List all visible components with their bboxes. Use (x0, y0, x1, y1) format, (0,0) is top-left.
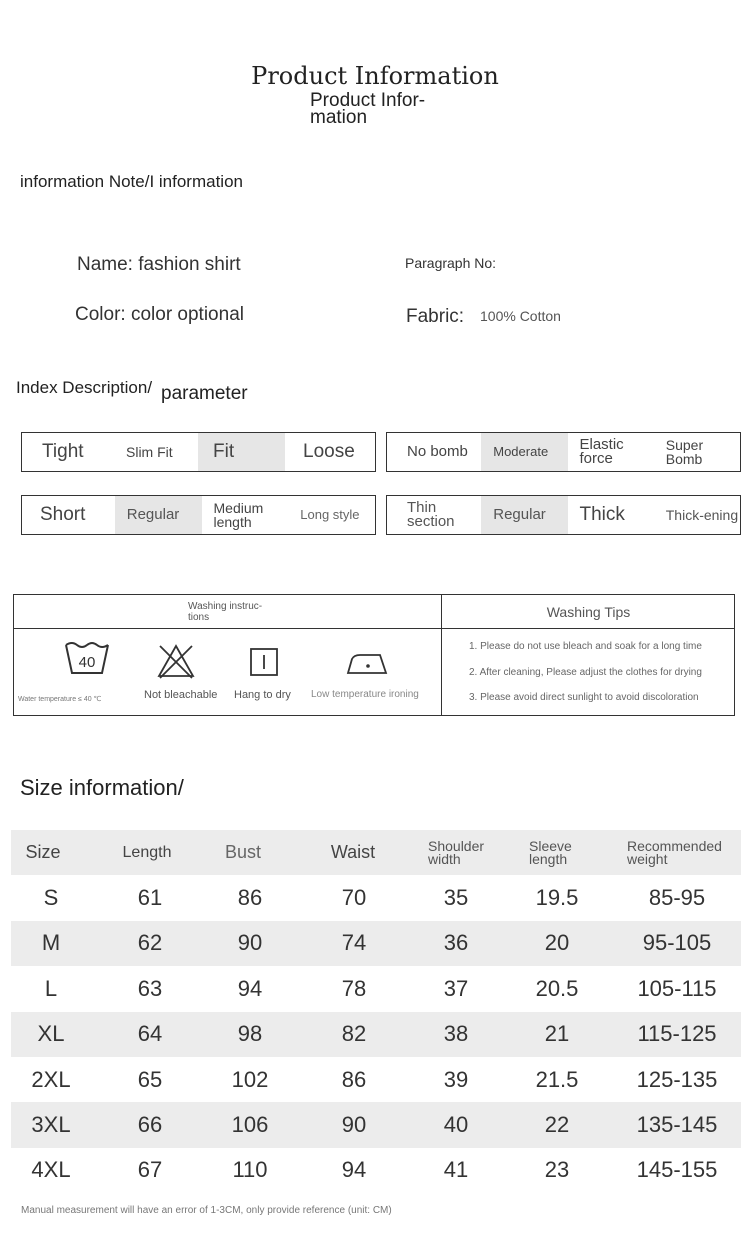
page-title: Product Information (251, 62, 499, 90)
thickness-option: Thick-ening (665, 507, 739, 523)
shoulder-cell: 35 (443, 885, 469, 911)
shoulder-cell: 40 (443, 1112, 469, 1138)
size-cell: 4XL (31, 1157, 71, 1183)
size-cell: 3XL (31, 1112, 71, 1138)
shoulder-cell: 36 (443, 930, 469, 956)
length-option-selected: Regular (115, 496, 202, 534)
length-scale (21, 495, 376, 535)
fit-scale (21, 432, 376, 472)
size-column-header: Size (25, 842, 61, 863)
bust-column-header: Bust (224, 842, 262, 863)
fit-option: Loose (303, 441, 355, 462)
product-name: Name: fashion shirt (77, 254, 241, 275)
elasticity-option: Elastic force (579, 436, 624, 467)
weight-cell: 95-105 (642, 930, 712, 956)
waist-cell: 70 (341, 885, 367, 911)
shoulder-cell: 41 (443, 1157, 469, 1183)
waist-cell: 82 (341, 1021, 367, 1047)
washing-tip: 1. Please do not use bleach and soak for a long time (469, 641, 702, 652)
thickness-scale (386, 495, 741, 535)
weight-cell: 115-125 (637, 1021, 717, 1047)
waist-column-header: Waist (330, 842, 376, 863)
elasticity-option: No bomb (407, 443, 468, 460)
iron-low-icon (346, 651, 388, 677)
size-table-header (11, 830, 741, 875)
length-cell: 67 (137, 1157, 163, 1183)
table-row (11, 1148, 741, 1193)
length-cell: 65 (137, 1066, 163, 1092)
sleeve-cell: 21.5 (535, 1066, 579, 1092)
hang-dry-icon (249, 647, 279, 677)
shoulder-cell: 39 (443, 1066, 469, 1092)
page-subtitle: Product Infor- mation (310, 90, 426, 128)
thickness-option: Thick (579, 504, 625, 525)
bust-cell: 94 (237, 975, 263, 1001)
fabric-label: Fabric: (406, 306, 465, 327)
weight-column-header: Recommended weight (627, 837, 722, 867)
paragraph-number: Paragraph No: (405, 255, 497, 271)
weight-cell: 125-135 (636, 1066, 718, 1092)
size-table (11, 830, 741, 1193)
sleeve-cell: 19.5 (535, 885, 579, 911)
table-row (11, 966, 741, 1011)
size-heading: Size information/ (20, 775, 184, 800)
fit-option-selected: Fit (198, 433, 285, 471)
table-row (11, 1102, 741, 1147)
shoulder-cell: 37 (443, 975, 469, 1001)
washing-tip: 2. After cleaning, Please adjust the clothes for drying (469, 667, 702, 678)
length-option: Long style (300, 507, 360, 522)
size-cell: M (41, 930, 61, 956)
weight-cell: 145-155 (636, 1157, 718, 1183)
thickness-option: Thin section (407, 499, 455, 530)
table-row (11, 875, 741, 920)
length-column-header: Length (122, 843, 172, 861)
elasticity-option: Super Bomb (665, 437, 704, 467)
sleeve-cell: 22 (544, 1112, 570, 1138)
waist-cell: 74 (341, 930, 367, 956)
no-bleach-label: Not bleachable (144, 689, 218, 701)
length-cell: 63 (137, 975, 163, 1001)
length-option: Short (40, 504, 86, 525)
sleeve-column-header: Sleeve length (529, 837, 572, 867)
length-option: Medium length (213, 500, 264, 530)
table-divider (14, 628, 734, 629)
size-cell: XL (37, 1021, 65, 1047)
weight-cell: 85-95 (648, 885, 706, 911)
wash-temperature-label: Water temperature ≤ 40 ℃ (18, 696, 102, 703)
washing-tips-heading: Washing Tips (546, 604, 631, 620)
length-cell: 62 (137, 930, 163, 956)
table-row (11, 1057, 741, 1102)
hang-dry-label: Hang to dry (234, 689, 291, 701)
size-cell: L (44, 975, 58, 1001)
waist-cell: 94 (341, 1157, 367, 1183)
sleeve-cell: 20.5 (535, 975, 579, 1001)
product-color: Color: color optional (75, 304, 244, 325)
table-row (11, 1012, 741, 1057)
bust-cell: 98 (237, 1021, 263, 1047)
washing-tip: 3. Please avoid direct sunlight to avoid discoloration (469, 692, 699, 703)
sleeve-cell: 20 (544, 930, 570, 956)
wash-temperature-number: 40 (78, 654, 96, 671)
waist-cell: 78 (341, 975, 367, 1001)
length-cell: 64 (137, 1021, 163, 1047)
bust-cell: 90 (237, 930, 263, 956)
bust-cell: 110 (232, 1157, 268, 1183)
length-cell: 66 (137, 1112, 163, 1138)
length-cell: 61 (137, 885, 163, 911)
shoulder-column-header: Shoulder width (428, 837, 485, 867)
wash-basin-40-icon (64, 639, 110, 675)
weight-cell: 135-145 (636, 1112, 718, 1138)
washing-instructions-heading: Washing instruc- tions (188, 601, 263, 623)
fit-option: Slim Fit (126, 444, 173, 460)
iron-low-label: Low temperature ironing (311, 689, 419, 700)
index-heading: Index Description/ (16, 378, 153, 397)
size-cell: 2XL (31, 1066, 71, 1092)
waist-cell: 90 (341, 1112, 367, 1138)
waist-cell: 86 (341, 1066, 367, 1092)
weight-cell: 105-115 (637, 975, 717, 1001)
elasticity-option-selected: Moderate (481, 433, 567, 471)
table-row (11, 921, 741, 966)
fit-option: Tight (42, 441, 84, 462)
index-heading-parameter: parameter (161, 383, 248, 404)
fabric-value: 100% Cotton (480, 308, 561, 324)
note-heading: information Note/I information (20, 172, 243, 191)
elasticity-scale (386, 432, 741, 472)
bust-cell: 86 (237, 885, 263, 911)
bust-cell: 102 (231, 1066, 269, 1092)
no-bleach-icon (156, 643, 196, 679)
sleeve-cell: 21 (544, 1021, 570, 1047)
size-cell: S (43, 885, 59, 911)
sleeve-cell: 23 (544, 1157, 570, 1183)
washing-table (13, 594, 735, 716)
thickness-option-selected: Regular (481, 496, 567, 534)
bust-cell: 106 (231, 1112, 269, 1138)
measurement-footnote: Manual measurement will have an error of 1-3CM, only provide reference (unit: CM) (21, 1205, 392, 1216)
shoulder-cell: 38 (443, 1021, 469, 1047)
